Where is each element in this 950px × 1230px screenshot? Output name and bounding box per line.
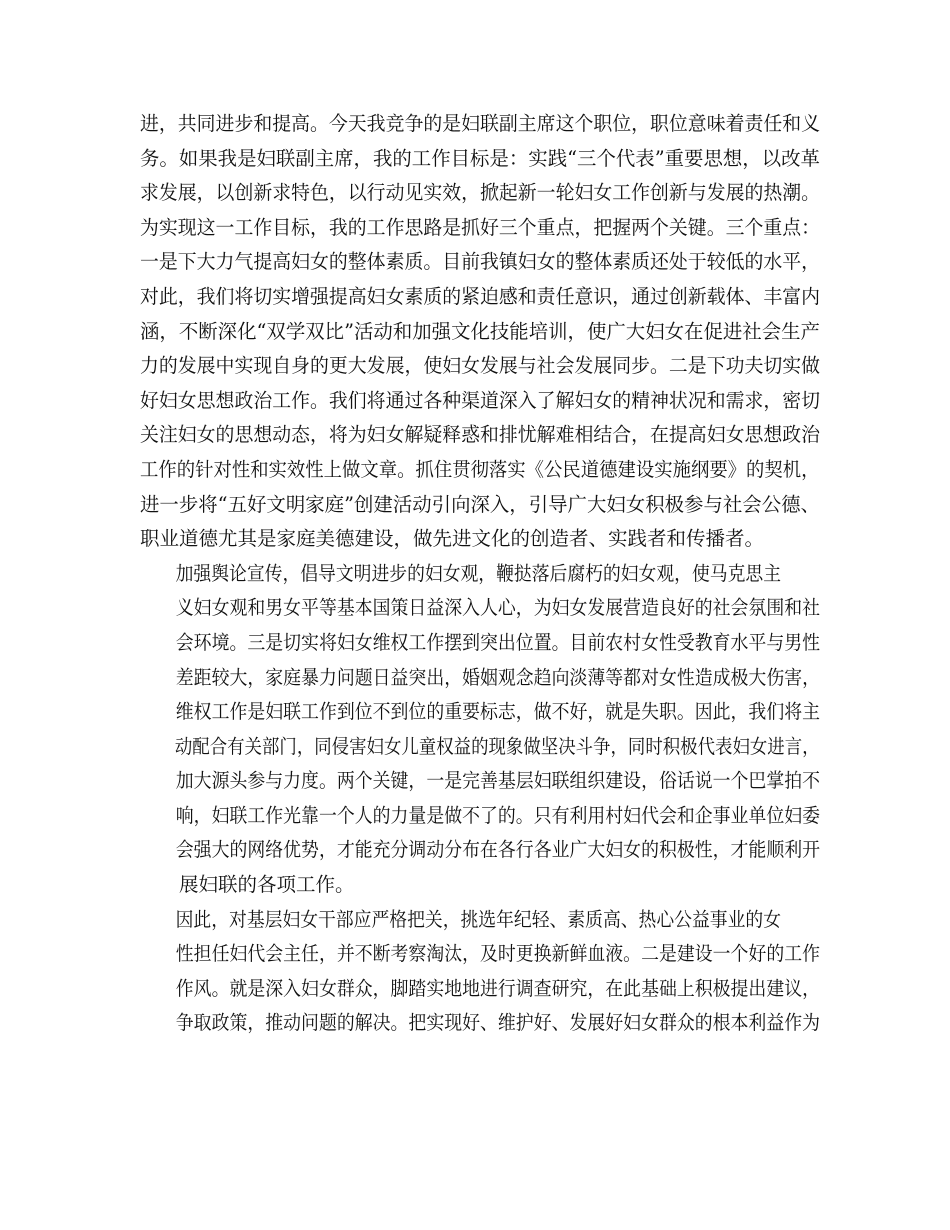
text-line: 动配合有关部门，同侵害妇女儿童权益的现象做坚决斗争，同时积极代表妇女进言，: [174, 734, 820, 758]
text-line: 性担任妇代会主任，并不断考察淘汰，及时更换新鲜血液。二是建设一个好的工作: [175, 942, 821, 966]
text-line: 响，妇联工作光靠一个人的力量是做不了的。只有利用村妇代会和企事业单位妇委: [175, 803, 821, 827]
text-line: 差距较大，家庭暴力问题日益突出，婚姻观念趋向淡薄等都对女性造成极大伤害，: [175, 665, 821, 689]
text-line: 作风。就是深入妇女群众，脚踏实地地进行调查研究，在此基础上积极提出建议，: [175, 976, 821, 1000]
text-line: 义妇女观和男女平等基本国策日益深入人心，为妇女发展营造良好的社会氛围和社: [175, 596, 821, 620]
text-line: 争取政策，推动问题的解决。把实现好、维护好、发展好妇女群众的根本利益作为: [175, 1011, 821, 1035]
text-line: 维权工作是妇联工作到位不到位的重要标志，做不好，就是失职。因此，我们将主: [175, 700, 821, 724]
text-line: 加大源头参与力度。两个关键，一是完善基层妇联组织建设，俗话说一个巴掌拍不: [175, 769, 821, 793]
text-line: 展妇联的各项工作。: [179, 873, 355, 897]
paragraph: [140, 107, 820, 557]
text-line: 加强舆论宣传，倡导文明进步的妇女观，鞭挞落后腐朽的妇女观，使马克思主: [175, 561, 782, 585]
text-line: 涵，不断深化“双学双比”活动和加强文化技能培训，使广大妇女在促进社会生产: [140, 319, 820, 343]
paragraph: [140, 903, 820, 1041]
text-line: 求发展，以创新求特色，以行动见实效，掀起新一轮妇女工作创新与发展的热潮。: [140, 181, 821, 205]
text-line: 一是下大力气提高妇女的整体素质。目前我镇妇女的整体素质还处于较低的水平，: [140, 250, 821, 274]
text-line: 工作的针对性和实效性上做文章。抓住贯彻落实《公民道德建设实施纲要》的契机，: [140, 457, 820, 481]
text-line: 力的发展中实现自身的更大发展，使妇女发展与社会发展同步。二是下功夫切实做: [140, 354, 821, 378]
text-line: 对此，我们将切实增强提高妇女素质的紧迫感和责任意识，通过创新载体、丰富内: [140, 284, 821, 308]
text-line: 会强大的网络优势，才能充分调动分布在各行各业广大妇女的积极性，才能顺利开: [175, 838, 821, 862]
text-line: 务。如果我是妇联副主席，我的工作目标是：实践“三个代表”重要思想，以改革: [140, 146, 820, 170]
document-body: [140, 107, 820, 1041]
text-line: 关注妇女的思想动态，将为妇女解疑释惑和排忧解难相结合，在提高妇女思想政治: [140, 423, 821, 447]
text-line: 为实现这一工作目标，我的工作思路是抓好三个重点，把握两个关键。三个重点：: [140, 215, 821, 239]
text-line: 职业道德尤其是家庭美德建设，做先进文化的创造者、实践者和传播者。: [140, 527, 765, 551]
text-line: 好妇女思想政治工作。我们将通过各种渠道深入了解妇女的精神状况和需求，密切: [140, 388, 821, 412]
paragraph: [140, 557, 820, 903]
text-line: 进，共同进步和提高。今天我竞争的是妇联副主席这个职位，职位意味着责任和义: [140, 112, 821, 135]
text-line: 进一步将“五好文明家庭”创建活动引向深入，引导广大妇女积极参与社会公德、: [140, 492, 820, 516]
text-line: 会环境。三是切实将妇女维权工作摆到突出位置。目前农村女性受教育水平与男性: [175, 630, 821, 654]
text-line: 因此，对基层妇女干部应严格把关，挑选年纪轻、素质高、热心公益事业的女: [175, 907, 782, 931]
